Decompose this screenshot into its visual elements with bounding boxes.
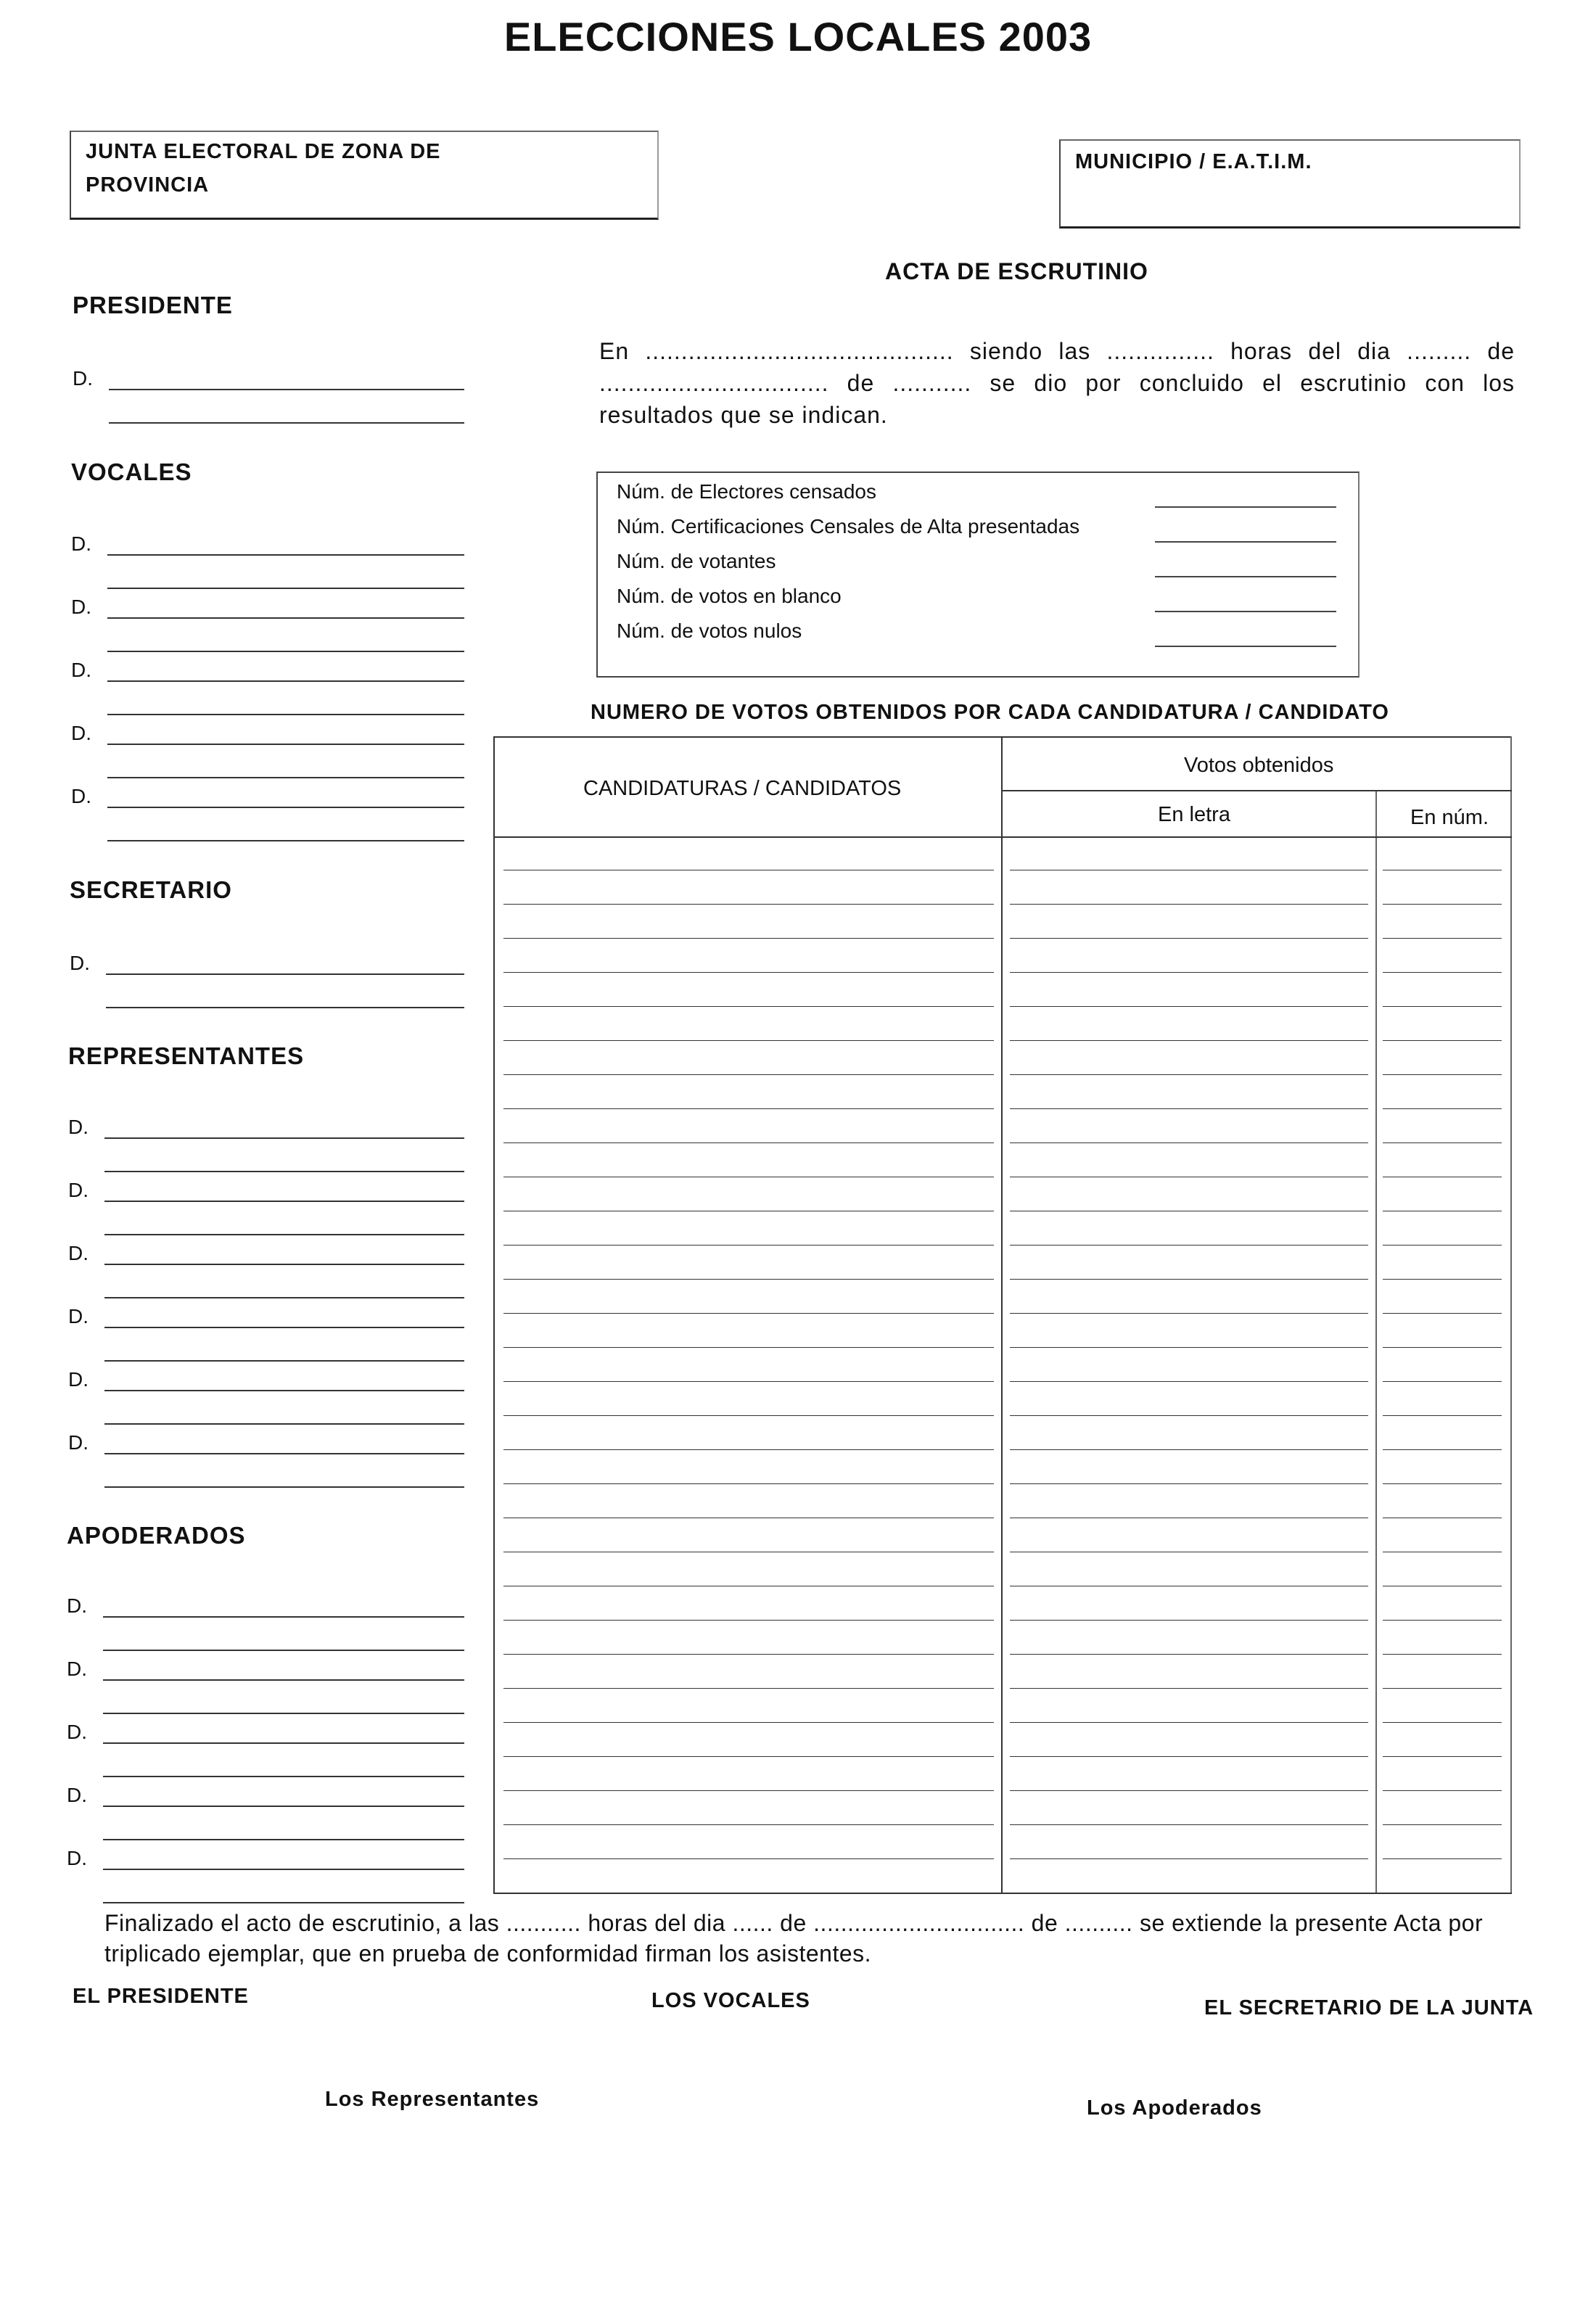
acta-paragraph: En ........................................... siendo las ............... horas del dia ......... de ................................ de ........... se dio por concluido el escrutinio con los resultados que se indican. (599, 338, 1515, 428)
stats-box (596, 472, 1360, 678)
candidatura-line[interactable] (503, 904, 994, 905)
en-num-line[interactable] (1383, 1688, 1502, 1689)
apoderado-d-label: D. (67, 1658, 87, 1680)
representante-name-line[interactable] (104, 1264, 464, 1265)
vocal-signature-line[interactable] (107, 651, 464, 652)
apoderado-signature-line[interactable] (103, 1650, 464, 1651)
en-letra-header: En letra (1158, 803, 1230, 826)
presidente-signature-line[interactable] (109, 422, 464, 424)
signature-secretario: EL SECRETARIO DE LA JUNTA (1204, 1996, 1534, 2020)
vocal-name-line[interactable] (107, 617, 464, 619)
votes-table (493, 736, 1512, 1894)
stat-blanco-label: Núm. de votos en blanco (617, 585, 842, 607)
en-num-line[interactable] (1383, 1722, 1502, 1723)
en-letra-line[interactable] (1010, 1381, 1368, 1382)
en-letra-line[interactable] (1010, 1824, 1368, 1825)
signature-vocales: LOS VOCALES (651, 1989, 810, 2012)
vocal-name-line[interactable] (107, 680, 464, 682)
vocal-d-label: D. (71, 532, 91, 555)
en-num-header: En núm. (1410, 806, 1489, 829)
en-num-line[interactable] (1383, 1381, 1502, 1382)
representante-name-line[interactable] (104, 1137, 464, 1139)
en-num-line[interactable] (1383, 1824, 1502, 1825)
candidaturas-header: CANDIDATURAS / CANDIDATOS (583, 777, 902, 800)
candidatura-line[interactable] (503, 1040, 994, 1041)
candidatura-line[interactable] (503, 1245, 994, 1246)
candidatura-line[interactable] (503, 1279, 994, 1280)
vocal-d-label: D. (71, 659, 91, 681)
en-num-line[interactable] (1383, 1654, 1502, 1655)
en-num-line[interactable] (1383, 1620, 1502, 1621)
secretario-signature-line[interactable] (106, 1007, 464, 1008)
candidatura-line[interactable] (503, 938, 994, 939)
en-letra-line[interactable] (1010, 1654, 1368, 1655)
en-num-line[interactable] (1383, 1347, 1502, 1348)
apoderado-name-line[interactable] (103, 1806, 464, 1807)
en-num-line[interactable] (1383, 1858, 1502, 1859)
candidatura-line[interactable] (503, 1790, 994, 1791)
vocal-signature-line[interactable] (107, 714, 464, 715)
en-num-line[interactable] (1383, 1415, 1502, 1416)
stat-votantes-line (1155, 576, 1336, 577)
apoderado-d-label: D. (67, 1784, 87, 1806)
en-letra-line[interactable] (1010, 1483, 1368, 1484)
apoderado-d-label: D. (67, 1847, 87, 1869)
table-column-divider (1001, 736, 1003, 1894)
stat-nulos-label: Núm. de votos nulos (617, 619, 802, 642)
en-letra-line[interactable] (1010, 1074, 1368, 1075)
candidatura-line[interactable] (503, 1108, 994, 1109)
apoderados-heading: APODERADOS (67, 1522, 246, 1549)
provincia-label: PROVINCIA (86, 173, 210, 197)
votes-table-title: NUMERO DE VOTOS OBTENIDOS POR CADA CANDIDATURA / CANDIDATO (591, 701, 1389, 724)
candidatura-line[interactable] (503, 1006, 994, 1007)
stat-nulos-line (1155, 646, 1336, 647)
votos-subheader-line (1001, 790, 1512, 791)
apoderado-signature-line[interactable] (103, 1713, 464, 1714)
en-letra-line[interactable] (1010, 904, 1368, 905)
candidatura-line[interactable] (503, 1415, 994, 1416)
votos-obtenidos-header: Votos obtenidos (1184, 754, 1334, 777)
apoderado-signature-line[interactable] (103, 1902, 464, 1903)
en-num-line[interactable] (1383, 1006, 1502, 1007)
candidatura-line[interactable] (503, 1483, 994, 1484)
representante-signature-line[interactable] (104, 1297, 464, 1298)
en-letra-line[interactable] (1010, 1756, 1368, 1757)
candidatura-line[interactable] (503, 1449, 994, 1450)
apoderado-name-line[interactable] (103, 1869, 464, 1870)
en-num-line[interactable] (1383, 938, 1502, 939)
junta-electoral-box (70, 131, 659, 220)
representante-signature-line[interactable] (104, 1360, 464, 1362)
vocales-heading: VOCALES (71, 458, 192, 485)
representante-signature-line[interactable] (104, 1171, 464, 1172)
en-letra-line[interactable] (1010, 1790, 1368, 1791)
candidatura-line[interactable] (503, 1688, 994, 1689)
en-num-line[interactable] (1383, 1245, 1502, 1246)
representante-d-label: D. (68, 1368, 89, 1391)
en-letra-line[interactable] (1010, 1040, 1368, 1041)
vocal-signature-line[interactable] (107, 588, 464, 589)
en-letra-line[interactable] (1010, 972, 1368, 973)
signature-apoderados: Los Apoderados (1087, 2096, 1262, 2120)
secretario-heading: SECRETARIO (70, 876, 232, 903)
vocal-d-label: D. (71, 785, 91, 807)
table-left-border (493, 736, 495, 1894)
vocal-name-line[interactable] (107, 554, 464, 556)
en-letra-line[interactable] (1010, 1279, 1368, 1280)
en-letra-line[interactable] (1010, 1449, 1368, 1450)
en-letra-line[interactable] (1010, 1415, 1368, 1416)
representantes-heading: REPRESENTANTES (68, 1042, 305, 1069)
representante-d-label: D. (68, 1305, 89, 1327)
candidatura-line[interactable] (503, 972, 994, 973)
vocal-signature-line[interactable] (107, 777, 464, 778)
candidatura-line[interactable] (503, 1381, 994, 1382)
en-num-line[interactable] (1383, 904, 1502, 905)
en-num-line[interactable] (1383, 1483, 1502, 1484)
vocal-d-label: D. (71, 596, 91, 618)
en-letra-line[interactable] (1010, 938, 1368, 939)
stat-electores-label: Núm. de Electores censados (617, 480, 876, 503)
junta-electoral-label: JUNTA ELECTORAL DE ZONA DE (86, 140, 441, 163)
representante-d-label: D. (68, 1431, 89, 1454)
vocal-name-line[interactable] (107, 807, 464, 808)
stat-votantes-label: Núm. de votantes (617, 550, 776, 572)
representante-signature-line[interactable] (104, 1234, 464, 1235)
table-num-divider (1375, 790, 1377, 1894)
en-num-line[interactable] (1383, 1313, 1502, 1314)
vocal-name-line[interactable] (107, 744, 464, 745)
en-num-line[interactable] (1383, 1790, 1502, 1791)
table-right-border (1510, 736, 1512, 1894)
acta-title: ACTA DE ESCRUTINIO (885, 258, 1148, 284)
signature-representantes: Los Representantes (325, 2088, 540, 2111)
table-bottom-border (493, 1893, 1512, 1894)
stat-certificaciones-line (1155, 541, 1336, 543)
representante-name-line[interactable] (104, 1453, 464, 1454)
stat-blanco-line (1155, 611, 1336, 612)
vocal-d-label: D. (71, 722, 91, 744)
apoderado-signature-line[interactable] (103, 1839, 464, 1840)
candidatura-line[interactable] (503, 1620, 994, 1621)
presidente-heading: PRESIDENTE (73, 292, 233, 318)
en-num-line[interactable] (1383, 1279, 1502, 1280)
stat-certificaciones-label: Núm. Certificaciones Censales de Alta presentadas (617, 515, 1080, 538)
candidatura-line[interactable] (503, 1313, 994, 1314)
footer-paragraph: Finalizado el acto de escrutinio, a las ........... horas del dia ...... de ............................... de .......... se extiende la presente Acta por triplicado ejemplar, que en prueba de conformidad firman los asistentes. (104, 1910, 1484, 1967)
candidatura-line[interactable] (503, 1654, 994, 1655)
representante-name-line[interactable] (104, 1201, 464, 1202)
municipio-box (1059, 139, 1521, 229)
apoderado-d-label: D. (67, 1721, 87, 1743)
candidatura-line[interactable] (503, 1722, 994, 1723)
candidatura-line[interactable] (503, 1756, 994, 1757)
en-letra-line[interactable] (1010, 1245, 1368, 1246)
representante-name-line[interactable] (104, 1390, 464, 1391)
en-letra-line[interactable] (1010, 1722, 1368, 1723)
en-num-line[interactable] (1383, 1074, 1502, 1075)
apoderado-name-line[interactable] (103, 1679, 464, 1681)
signature-presidente: EL PRESIDENTE (73, 1985, 249, 2008)
candidatura-line[interactable] (503, 1824, 994, 1825)
representante-name-line[interactable] (104, 1327, 464, 1328)
secretario-name-line[interactable] (106, 973, 464, 975)
en-letra-line[interactable] (1010, 1688, 1368, 1689)
representante-d-label: D. (68, 1179, 89, 1201)
representante-signature-line[interactable] (104, 1486, 464, 1488)
representante-signature-line[interactable] (104, 1423, 464, 1425)
apoderado-name-line[interactable] (103, 1742, 464, 1744)
representante-d-label: D. (68, 1116, 89, 1138)
representante-d-label: D. (68, 1242, 89, 1264)
candidatura-line[interactable] (503, 1074, 994, 1075)
en-letra-line[interactable] (1010, 1313, 1368, 1314)
en-num-line[interactable] (1383, 1040, 1502, 1041)
secretario-d-label: D. (70, 952, 90, 974)
apoderado-signature-line[interactable] (103, 1776, 464, 1777)
en-letra-line[interactable] (1010, 1108, 1368, 1109)
en-letra-line[interactable] (1010, 1858, 1368, 1859)
en-num-line[interactable] (1383, 1108, 1502, 1109)
presidente-d-label: D. (73, 367, 93, 390)
en-letra-line[interactable] (1010, 1620, 1368, 1621)
en-num-line[interactable] (1383, 1449, 1502, 1450)
en-letra-line[interactable] (1010, 1006, 1368, 1007)
table-header-bottom (493, 836, 1512, 838)
table-top-border (493, 736, 1512, 738)
en-num-line[interactable] (1383, 1756, 1502, 1757)
candidatura-line[interactable] (503, 1347, 994, 1348)
vocal-signature-line[interactable] (107, 840, 464, 841)
candidatura-line[interactable] (503, 1858, 994, 1859)
en-num-line[interactable] (1383, 972, 1502, 973)
municipio-label: MUNICIPIO / E.A.T.I.M. (1075, 150, 1312, 173)
en-letra-line[interactable] (1010, 1347, 1368, 1348)
stat-electores-line (1155, 506, 1336, 508)
presidente-name-line[interactable] (109, 389, 464, 390)
document-title: ELECCIONES LOCALES 2003 (503, 14, 1093, 59)
apoderado-name-line[interactable] (103, 1616, 464, 1618)
apoderado-d-label: D. (67, 1594, 87, 1617)
